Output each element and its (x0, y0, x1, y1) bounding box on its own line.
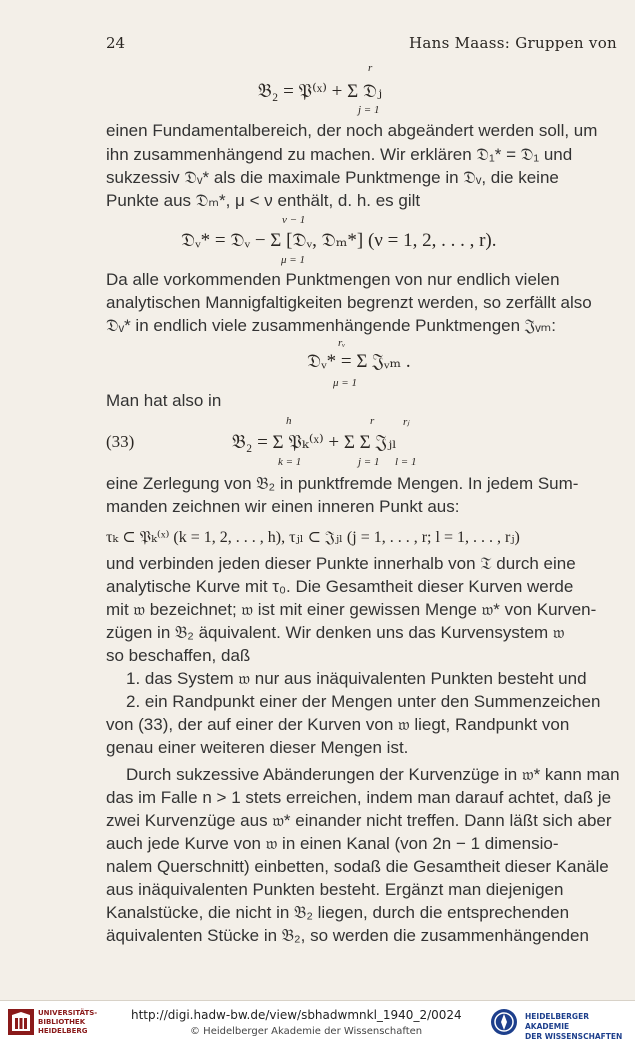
formula-2-upper-limit: ν − 1 (282, 214, 306, 226)
text-line: so beschaffen, daß (106, 646, 251, 665)
text-line: Man hat also in (106, 391, 222, 410)
text-line: analytische Kurve mit τ₀. Die Gesamtheit dieser Kurven werde (106, 577, 574, 596)
text-line: Kanalstücke, die nicht in 𝔅₂ liegen, durch die entsprechenden (106, 903, 570, 922)
copyright-notice: © Heidelberger Akademie der Wissenschaften (190, 1026, 423, 1037)
text-line: 𝔇ᵥ* in endlich viele zusammenhängende Punktmengen 𝔍ᵥₘ: (106, 316, 556, 335)
formula-5: τₖ ⊂ 𝔓ₖ⁽ˣ⁾ (k = 1, 2, . . . , h), τⱼₗ ⊂ 𝔍ⱼₗ (j = 1, . . . , r; l = 1, . . . , rⱼ) (106, 529, 520, 546)
text-line: äquivalenten Stücke in 𝔅₂, so werden die zusammenhängenden (106, 926, 589, 945)
formula-33-body: 𝔅₂ = Σ 𝔓ₖ⁽ˣ⁾ + Σ Σ 𝔍ⱼₗ (232, 432, 397, 453)
formula-3-lower-limit: μ = 1 (333, 377, 357, 389)
formula-33-lower-limit-2: j = 1 (358, 456, 380, 468)
formula-1-upper-limit: r (368, 62, 373, 74)
formula-33-lower-limit-3: l = 1 (395, 456, 417, 468)
academy-name-line-2: DER WISSENSCHAFTEN (525, 1032, 623, 1041)
formula-33-upper-limit-2: r (370, 415, 375, 427)
university-library-name: UNIVERSITÄTS- BIBLIOTHEK HEIDELBERG (38, 1009, 98, 1035)
formula-33-upper-limit-1: h (286, 415, 292, 427)
text-line: das im Falle n > 1 stets erreichen, indem man darauf achtet, daß je (106, 788, 612, 807)
formula-3-upper-limit: rᵥ (338, 337, 346, 349)
academy-seal-icon (489, 1008, 519, 1036)
text-line: Da alle vorkommenden Punktmengen von nur endlich vielen (106, 270, 560, 289)
formula-33-upper-limit-3: rⱼ (403, 416, 410, 428)
running-head: Hans Maass: Gruppen von (408, 34, 617, 52)
page-number: 24 (106, 34, 126, 52)
text-line: zwei Kurvenzüge aus 𝔴* einander nicht treffen. Dann läßt sich aber (106, 811, 612, 830)
university-library-logo-icon (7, 1007, 35, 1037)
text-line: Punkte aus 𝔇ₘ*, μ < ν enthält, d. h. es gilt (106, 191, 421, 210)
text-line: aus inäquivalenten Punkten besteht. Ergänzt man diejenigen (106, 880, 564, 899)
text-line: auch jede Kurve von 𝔴 in einen Kanal (von 2n − 1 dimensio- (106, 834, 559, 853)
text-line: sukzessiv 𝔇ᵥ* als die maximale Punktmenge in 𝔇ᵥ, die keine (106, 168, 559, 187)
text-line: einen Fundamentalbereich, der noch abgeändert werden soll, um (106, 121, 598, 140)
list-item: 1. das System 𝔴 nur aus inäquivalenten Punkten besteht und (126, 669, 587, 688)
academy-name-line-1: HEIDELBERGER AKADEMIE (525, 1012, 589, 1031)
text-line: ihn zusammenhängend zu machen. Wir erklären 𝔇₁* = 𝔇₁ und (106, 145, 573, 164)
list-item: 2. ein Randpunkt einer der Mengen unter den Summenzeichen (126, 692, 601, 711)
equation-number: (33) (106, 432, 135, 451)
viewer-footer (0, 1000, 635, 1043)
permalink-url[interactable]: http://digi.hadw-bw.de/view/sbhadwmnkl_1940_2/0024 (131, 1008, 462, 1022)
text-line: genau einer weiteren dieser Mengen ist. (106, 738, 409, 757)
text-line: Durch sukzessive Abänderungen der Kurvenzüge in 𝔴* kann man (126, 765, 620, 784)
text-line: manden zeichnen wir einen inneren Punkt aus: (106, 497, 460, 516)
text-line: mit 𝔴 bezeichnet; 𝔴 ist mit einer gewissen Menge 𝔴* von Kurven- (106, 600, 597, 619)
page-header (106, 34, 617, 56)
text-line: und verbinden jeden dieser Punkte innerhalb von 𝔗 durch eine (106, 554, 576, 573)
formula-1-body: 𝔅₂ = 𝔓⁽ˣ⁾ + Σ 𝔇ⱼ (258, 81, 383, 102)
formula-33-lower-limit-1: k = 1 (278, 456, 302, 468)
text-line: eine Zerlegung von 𝔅₂ in punktfremde Mengen. In jedem Sum- (106, 474, 579, 493)
text-line: nalem Querschnitt) einbetten, sodaß die Gesamtheit dieser Kanäle (106, 857, 609, 876)
text-line: zügen in 𝔅₂ äquivalent. Wir denken uns das Kurvensystem 𝔴 (106, 623, 565, 642)
text-line: analytischen Mannigfaltigkeiten begrenzt werden, so zerfällt also (106, 293, 592, 312)
academy-logo (487, 1007, 627, 1041)
formula-2-body: 𝔇ᵥ* = 𝔇ᵥ − Σ [𝔇ᵥ, 𝔇ₘ*] (ν = 1, 2, . . . , r). (181, 230, 497, 251)
formula-1-lower-limit: j = 1 (358, 104, 380, 116)
formula-2-lower-limit: μ = 1 (281, 254, 305, 266)
text-line: von (33), der auf einer der Kurven von 𝔴 liegt, Randpunkt von (106, 715, 570, 734)
formula-3-body: 𝔇ᵥ* = Σ 𝔍ᵥₘ . (307, 351, 411, 372)
